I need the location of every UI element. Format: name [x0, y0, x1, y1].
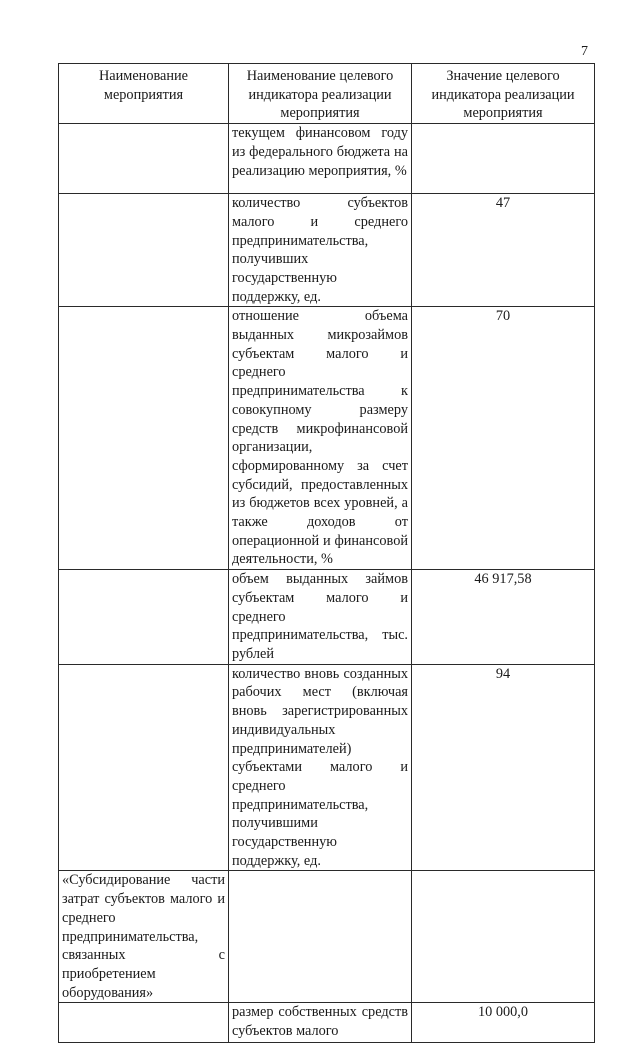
table-row [59, 570, 595, 665]
header-event-name: Наименование мероприятия [59, 64, 229, 124]
table-row [59, 124, 595, 194]
table-row [59, 664, 595, 871]
event-cell [59, 1003, 229, 1043]
indicator-cell [229, 871, 412, 1003]
indicator-cell: текущем финансовом году из федерального бюджета на реализацию мероприятия, % [229, 124, 412, 194]
value-cell: 46 917,58 [412, 570, 595, 665]
event-cell [59, 194, 229, 307]
event-cell [59, 124, 229, 194]
event-cell [59, 570, 229, 665]
event-cell [59, 664, 229, 871]
table-row [59, 1003, 595, 1043]
header-indicator-value: Значение целевого индикатора реализации мероприятия [412, 64, 595, 124]
event-cell [59, 307, 229, 570]
page-number: 7 [581, 44, 588, 59]
table-row [59, 307, 595, 570]
value-cell: 47 [412, 194, 595, 307]
value-cell [412, 124, 595, 194]
value-cell: 10 000,0 [412, 1003, 595, 1043]
indicator-cell: размер собственных средств субъектов малого [229, 1003, 412, 1043]
indicator-cell: отношение объема выданных микрозаймов субъектам малого и среднего предпринимательства к совокупному размеру средств микрофинансовой организации, сформированному за счет субсидий, предоставленных из бюджетов всех уровней, а также доходов от операционной и финансовой деятельности, % [229, 307, 412, 570]
indicators-table [58, 63, 595, 1043]
indicator-cell: количество вновь созданных рабочих мест (включая вновь зарегистрированных индивидуальных предпринимателей) субъектами малого и среднего предпринимательства, получившими государственную поддержку, ед. [229, 664, 412, 871]
value-cell [412, 871, 595, 1003]
indicator-cell: объем выданных займов субъектам малого и среднего предпринимательства, тыс. рублей [229, 570, 412, 665]
value-cell: 94 [412, 664, 595, 871]
event-cell: «Субсидирование части затрат субъектов малого и среднего предпринимательства, связанных с приобретением оборудования» [59, 871, 229, 1003]
header-indicator-name: Наименование целевого индикатора реализации мероприятия [229, 64, 412, 124]
table-header-row [59, 64, 595, 124]
value-cell: 70 [412, 307, 595, 570]
table-row [59, 871, 595, 1003]
indicator-cell: количество субъектов малого и среднего предпринимательства, получивших государственную поддержку, ед. [229, 194, 412, 307]
table-row [59, 194, 595, 307]
